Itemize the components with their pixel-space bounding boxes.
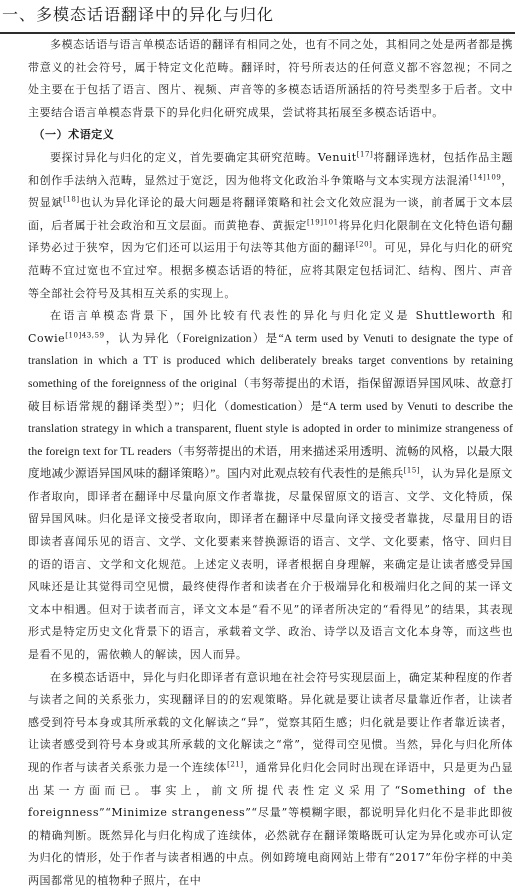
citation: [10]43,59 <box>65 331 105 340</box>
paragraph-intro-text: 多模态话语与语言单模态话语的翻译有相同之处，也有不同之处，其相同之处是两者都是携带意义的社会符号，属于特定文化范畴。翻译时，符号所表达的任何意义都不容忽视；不同之处主要在于包括了语言、图片、视频、声音等的多模态话语所涵括的符号类型多于后者。文中主要结合语言单模态背景下的异化归化研究成果，尝试将其拓展至多模态话语中。 <box>28 38 513 119</box>
citation: [17] <box>356 150 374 159</box>
text-run: ，认为异化（Foreignization）是“A term used by Venuti to designate the type of translation in which a TT is produced which deliberately breaks target conventions by retaining something of the foreignness of the original（韦努蒂提出的术语，指保留源语异国风味、故意打破目标语常规的翻译类型）”；归化（domestication）是“A term used by Venuti to describe the translation strategy in which a transparent, fluent style is adopted in order to minimize strangeness of the foreign text for TL readers（韦努蒂提出的术语，用来描述采用透明、流畅的风格，以最大限度地减少源语异国风味的翻译策略）”。国内对此观点较有代表性的是熊兵 <box>28 331 513 481</box>
citation: [15] <box>403 466 421 475</box>
text-run: ，贺显斌 <box>28 173 513 210</box>
paragraph-scope <box>28 147 513 305</box>
text-run: 将异化归化限制在文化特色语句翻译势必过于狭窄，因为它们还可以运用于句法等其他方面的翻译 <box>28 218 513 255</box>
paragraph-definitions <box>28 305 513 667</box>
section-heading <box>0 0 515 34</box>
paragraph-multimodal <box>28 667 513 893</box>
text-run: 也认为异化译论的最大问题是将翻译策略和社会文化效应混为一谈，前者属于文本层面，后者属于社会政治和互文层面。而黄艳春、黄振定 <box>28 196 513 232</box>
subsection-heading: （一）术语定义 <box>33 128 115 142</box>
citation: [18] <box>63 195 80 204</box>
citation: [19]101 <box>307 218 339 227</box>
text-run: 。可见，异化与归化的研究范畴不宜过宽也不宜过窄。根据多模态话语的特征，应将其限定包括词汇、结构、图片、声音等全部社会符号及其相互关系的实现上。 <box>28 241 513 300</box>
citation: [20] <box>355 240 373 249</box>
paragraph-intro <box>28 34 513 124</box>
body-text <box>28 34 513 893</box>
text-run: ，认为异化是原文作者取向，即译者在翻译中尽量向原文作者靠拢，尽量保留原文的语言、文学、文化特质，保留异国风味。归化是译文接受者取向，即译者在翻译中尽量向译文接受者靠拢，尽量用目的语即读者喜闻乐见的语言、文学、文化要素来替换源语的语言、文学、文化要素，恪守、回归目的语的语言、文学和文化规范。上述定义表明，译者根据自身理解，来确定是让读者感受异国风味还是让其觉得司空见惯，最终使得作者和读者在介于极端异化和极端归化之间的某一译文文本中相遇。但对于读者而言，译文文本是“看不见”的译者所决定的“看得见”的结果，其表现形式是特定历史文化背景下的语言，承载着文学、政治、诗学以及语言文化本身等，而这些也是看不见的，需依赖人的解读，因人而异。 <box>28 467 513 662</box>
text-run: 在语言单模态背景下，国外比较有代表性的异化与归化定义是 Shuttleworth 和 Cowie <box>28 309 513 345</box>
text-run: ，通常异化归化会同时出现在译语中，只是更为凸显出某一方面而已。事实上，前文所提代表性定义采用了“Something of the foreignness”“Minimize strangeness”“尽量”等模糊字眼，都说明异化归化不是非此即彼的精确判断。既然异化与归化构成了连续体，必然就存在翻译策略既可认定为异化或亦可认定为归化的情形，处于作者与读者相遇的中点。例如跨境电商网站上带有“2017”年份字样的中美两国都常见的植物种子照片，在中 <box>28 761 513 887</box>
section-heading-text: 一、多模态话语翻译中的异化与归化 <box>2 5 275 24</box>
text-run: 要探讨异化与归化的定义，首先要确定其研究范畴。Venuit <box>50 150 357 164</box>
text-run: 在多模态话语中，异化与归化即译者有意识地在社会符号实现层面上，确定某种程度的作者与读者之间的关系张力，实现翻译目的的宏观策略。异化就是要让读者尽量靠近作者，让读者感受到符号本身或其所承载的文化解读之“异”，觉察其陌生感；归化就是要让作者靠近读者，让读者感受到符号本身或其所承载的文化解读之“常”，觉得司空见惯。当然，异化与归化所体现的作者与读者关系张力是一个连续体 <box>28 670 513 774</box>
citation: [21] <box>227 760 244 769</box>
citation: [14]109 <box>469 172 502 181</box>
text-run: 将翻译选材，包括作品主题和创作手法纳入范畴，显然过于宽泛，因为他将文化政治斗争策略与文本实现方法混淆 <box>28 150 514 187</box>
